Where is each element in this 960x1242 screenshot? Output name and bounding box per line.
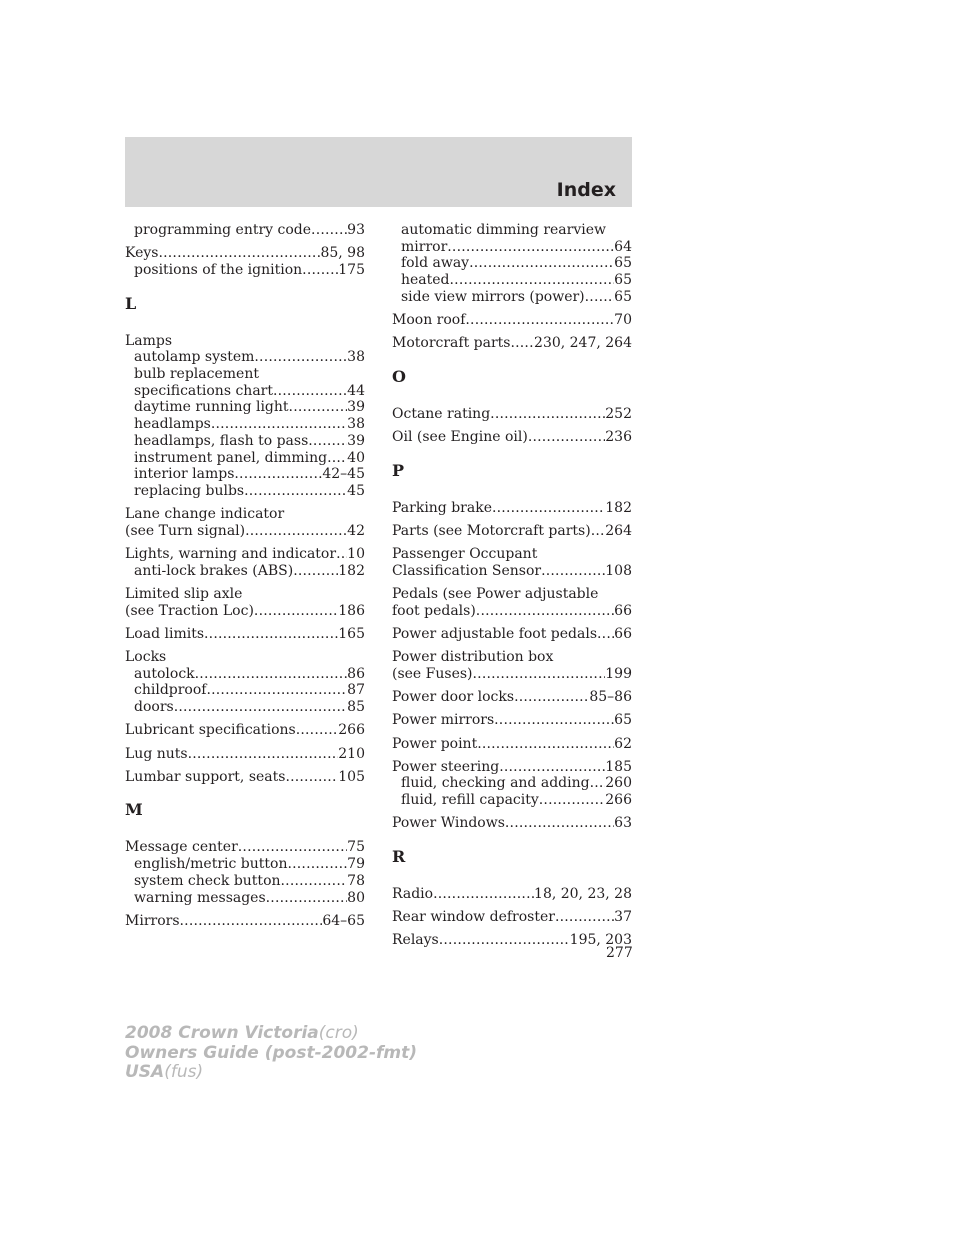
index-entry: Keys ..... 85, 98 positions of the ignition ..... 175 — [125, 245, 365, 278]
footer-model-code: (cro) — [318, 1023, 359, 1043]
index-entry: Passenger Occupant Classification Sensor ..... 108 — [392, 546, 632, 579]
index-entry: automatic dimming rearview mirror ..... 64 fold away ..... 65 heated ..... 65 side view mirrors (power) ..... 65 — [392, 222, 632, 306]
section-letter: L — [125, 293, 137, 313]
section-letter: M — [125, 800, 143, 820]
section-letter: P — [392, 460, 405, 480]
index-entry: Parking brake ..... 182 — [392, 500, 632, 517]
index-entry: Power distribution box (see Fuses) ..... 199 — [392, 649, 632, 682]
index-entry: Load limits ..... 165 — [125, 626, 365, 643]
index-entry: Lumbar support, seats ..... 105 — [125, 769, 365, 786]
footer-market: USA — [125, 1062, 165, 1082]
index-entry: Pedals (see Power adjustable foot pedals) ..... 66 — [392, 586, 632, 619]
index-column-right — [392, 222, 632, 956]
index-entry: Parts (see Motorcraft parts) ..... 264 — [392, 523, 632, 540]
index-entry: Lights, warning and indicator ..... 10 anti-lock brakes (ABS) ..... 182 — [125, 546, 365, 579]
index-entry: Power point ..... 62 — [392, 736, 632, 753]
footer-watermark — [125, 1024, 417, 1083]
section-letter: O — [392, 366, 406, 386]
index-entry: Message center ..... 75 english/metric button ..... 79 system check button ..... 78 warning messages ..... 80 — [125, 839, 365, 906]
page-number: 277 — [606, 945, 633, 961]
index-entry: Lamps autolamp system ..... 38 bulb replacement specifications chart ..... 44 daytime running light ..... 39 headlamps ..... 38 headlamps, flash to pass ..... 39 instrument panel, dimming ..... 40 interior lamps ..... 42–45 replacing bulbs ..... 45 — [125, 333, 365, 500]
index-entry: Mirrors ..... 64–65 — [125, 913, 365, 930]
section-letter: R — [392, 847, 406, 867]
footer-market-code: (fus) — [164, 1062, 204, 1082]
section-title: Index — [556, 179, 616, 201]
index-entry: Lug nuts ..... 210 — [125, 746, 365, 763]
index-entry: Octane rating ..... 252 — [392, 406, 632, 423]
index-entry: Limited slip axle (see Traction Loc) ..... 186 — [125, 586, 365, 619]
index-column-left — [125, 222, 365, 936]
footer-guide: Owners Guide (post-2002-fmt) — [125, 1042, 418, 1063]
index-entry: programming entry code ..... 93 — [125, 222, 365, 239]
index-entry: Oil (see Engine oil) ..... 236 — [392, 429, 632, 446]
index-entry: Power adjustable foot pedals ..... 66 — [392, 626, 632, 643]
index-entry: Radio ..... 18, 20, 23, 28 — [392, 886, 632, 903]
index-entry: Locks autolock ..... 86 childproof ..... 87 doors ..... 85 — [125, 649, 365, 716]
header-band — [125, 137, 632, 207]
index-entry: Lubricant specifications ..... 266 — [125, 722, 365, 739]
index-entry: Lane change indicator (see Turn signal) ..... 42 — [125, 506, 365, 539]
index-entry: Power mirrors ..... 65 — [392, 712, 632, 729]
index-entry: Power door locks ..... 85–86 — [392, 689, 632, 706]
index-entry: Power Windows ..... 63 — [392, 815, 632, 832]
index-entry: Rear window defroster ..... 37 — [392, 909, 632, 926]
index-entry: Power steering ..... 185 fluid, checking and adding ..... 260 fluid, refill capacity ..... 266 — [392, 759, 632, 809]
index-entry: Motorcraft parts ..... 230, 247, 264 — [392, 335, 632, 352]
index-entry: Moon roof ..... 70 — [392, 312, 632, 329]
footer-model: 2008 Crown Victoria — [125, 1023, 319, 1043]
index-entry: Relays ..... 195, 203 — [392, 932, 632, 949]
